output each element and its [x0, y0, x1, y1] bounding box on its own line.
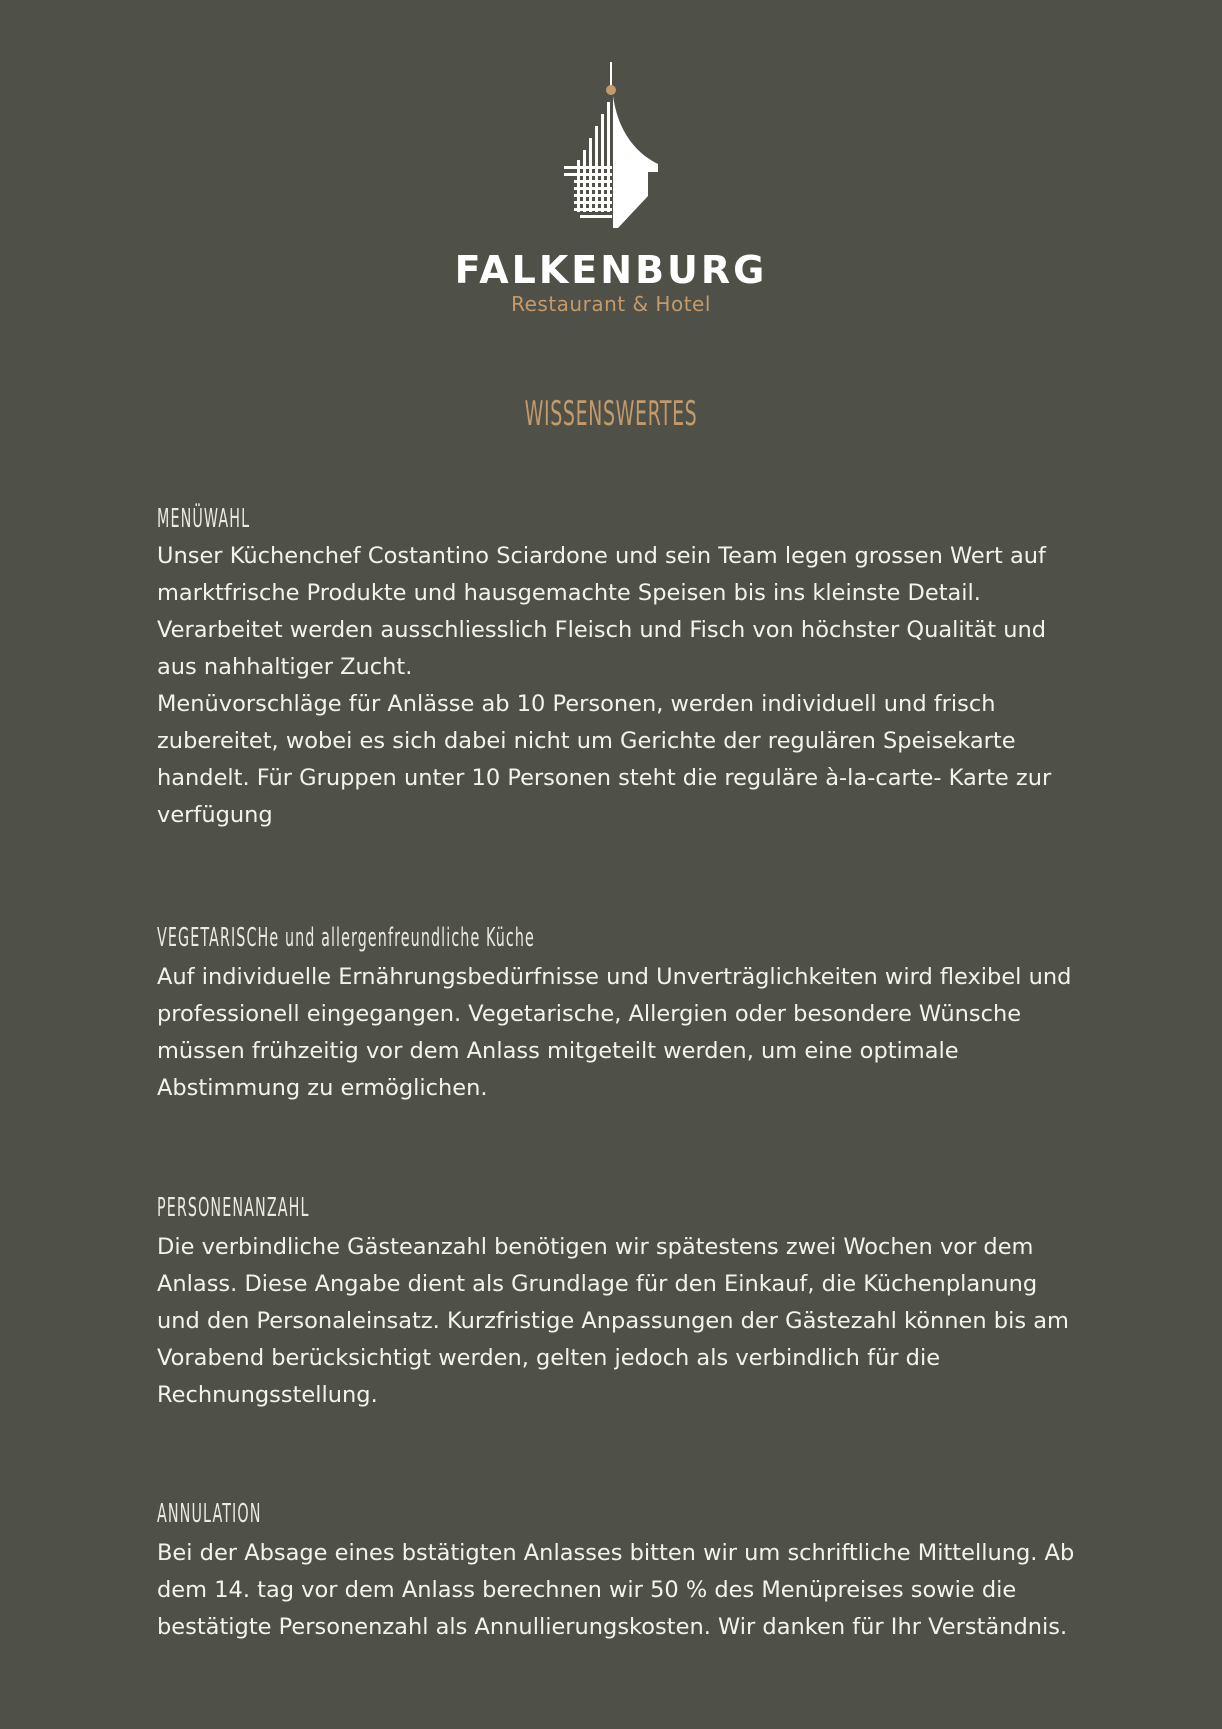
section-heading: ANNULATION — [157, 1499, 262, 1529]
section-vegetarisch — [157, 921, 1077, 1107]
section-paragraph: Bei der Absage eines bstätigten Anlasses bitten wir um schriftliche Mittellung. Ab dem 14. tag vor dem Anlass berechnen wir 50 % des Menüpreises sowie die bestätigte Personenzahl als Annullierungskosten. Wir danken für Ihr Verständnis. — [157, 1540, 1075, 1640]
page-title: WISSENSWERTES — [524, 394, 698, 434]
section-annulation — [157, 1497, 1077, 1646]
section-menuwahl — [157, 502, 1077, 834]
brand-subtitle: Restaurant & Hotel — [511, 292, 711, 316]
section-paragraph: Die verbindliche Gästeanzahl benötigen wir spätestens zwei Wochen vor dem Anlass. Diese Angabe dient als Grundlage für den Einkauf, die Küchenplanung und den Personaleinsatz. Kurzfristige Anpassungen der Gästezahl können bis am Vorabend berücksichtigt werden, gelten jedoch als verbindlich für die Rechnungsstellung. — [157, 1234, 1069, 1408]
section-heading: VEGETARISCHe und allergenfreundliche Küche — [157, 923, 535, 953]
section-personenanzahl — [157, 1191, 1077, 1414]
section-paragraph: Unser Küchenchef Costantino Sciardone und sein Team legen grossen Wert auf marktfrische Produkte und hausgemachte Speisen bis ins kleinste Detail. Verarbeitet werden ausschliesslich Fleisch und Fisch von höchster Qualität und aus nahhaltiger Zucht. — [157, 543, 1047, 680]
section-paragraph: Auf individuelle Ernährungsbedürfnisse und Unverträglichkeiten wird flexibel und professionell eingegangen. Vegetarische, Allergien oder besondere Wünsche müssen frühzeitig vor dem Anlass mitgeteilt werden, um eine optimale Abstimmung zu ermöglichen. — [157, 964, 1072, 1101]
section-paragraph: Menüvorschläge für Anlässe ab 10 Personen, werden individuell und frisch zubereitet, wobei es sich dabei nicht um Gerichte der regulären Speisekarte handelt. Für Gruppen unter 10 Personen steht die reguläre à-la-carte- Karte zur verfügung — [157, 691, 1052, 828]
tower-logo-icon — [556, 60, 666, 230]
section-heading: PERSONENANZAHL — [157, 1193, 310, 1223]
section-heading: MENÜWAHL — [157, 504, 251, 534]
brand-header — [0, 60, 1222, 316]
brand-name: FALKENBURG — [454, 248, 768, 292]
